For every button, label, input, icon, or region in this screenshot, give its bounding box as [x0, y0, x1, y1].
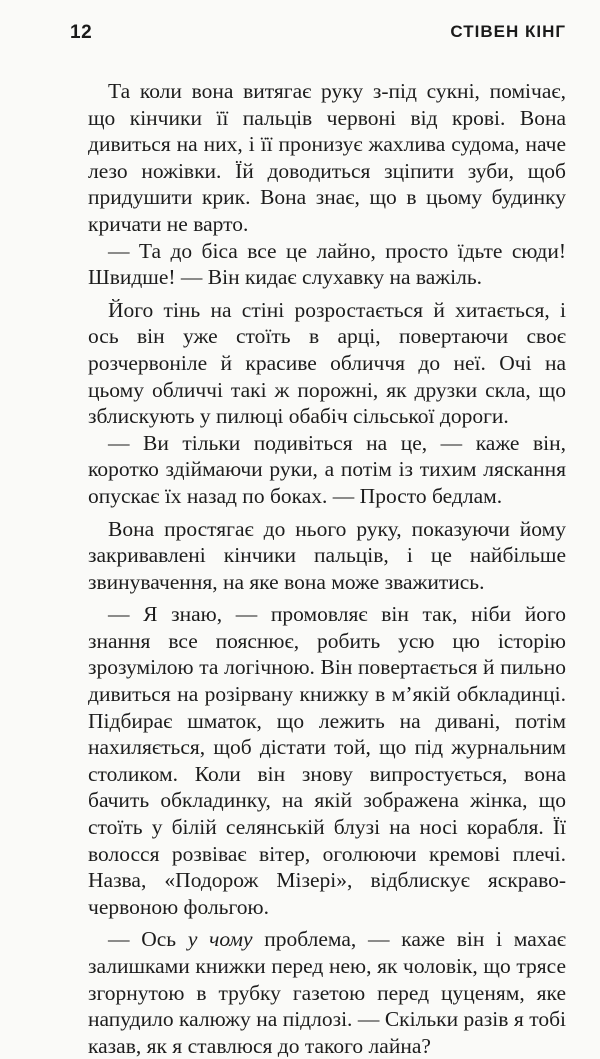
paragraph: Його тінь на стіні розростається й хитається, і ось він уже стоїть в арці, повертаючи своє розчервоніле й красиве обличчя до неї. Очі на цьому обличчі такі ж порожні, як друзки скла, що зблискують у пилюці обабіч сільської дороги.: [88, 297, 566, 429]
paragraph: — Та до біса все це лайно, просто їдьте сюди! Швидше! — Він кидає слухавку на важіль.: [88, 238, 566, 290]
paragraph: — Я знаю, — промовляє він так, ніби його знання все пояснює, робить усю цю історію зрозумілою та логічною. Він повертається й пильно дивиться на розірвану книжку в м’якій обкладинці. Підбирає шматок, що лежить на дивані, потім нахиляється, щоб дістати той, що під журнальним столиком. Коли він знову випростується, вона бачить обкладинку, на якій зображена жінка, що стоїть у білій селянській блузі на носі корабля. Її волосся розвіває вітер, оголюючи кремові плечі. Назва, «Подорож Мізері», відблискує яскраво-червоною фольгою.: [88, 602, 566, 919]
emphasized-text: у чому: [187, 927, 253, 952]
paragraph: [88, 926, 566, 1059]
paragraph: Та коли вона витягає руку з-під сукні, помічає, що кінчики її пальців червоні від крові. Вона дивиться на них, і її пронизує жахлива судома, наче лезо ножівки. Їй доводиться зціпити зуби, щоб придушити крик. Вона знає, що в цьому будинку кричати не варто.: [88, 79, 566, 236]
paragraph: Вона простягає до нього руку, показуючи йому закривавлені кінчики пальців, і це найбільше звинувачення, на яке вона може зважитись.: [88, 516, 566, 594]
paragraph-text: — Ось: [108, 927, 188, 952]
page-number: 12: [70, 22, 93, 43]
running-head-author: СТІВЕН КІНГ: [450, 22, 566, 41]
paragraph: — Ви тільки подивіться на це, — каже він, коротко здіймаючи руки, а потім із тихим ляскання опускає їх назад по боках. — Просто бедлам.: [88, 430, 566, 508]
page-header: [70, 22, 566, 50]
paragraph-text: проблема, — каже він і махає залишками книжки перед нею, як чоловік, що трясе згорнутою в трубку газетою перед цуценям, яке напудило калюжу на підлозі. — Скільки разів я тобі казав, як я ставлюся до такого лайна?: [88, 927, 566, 1058]
book-text: [88, 78, 566, 1059]
